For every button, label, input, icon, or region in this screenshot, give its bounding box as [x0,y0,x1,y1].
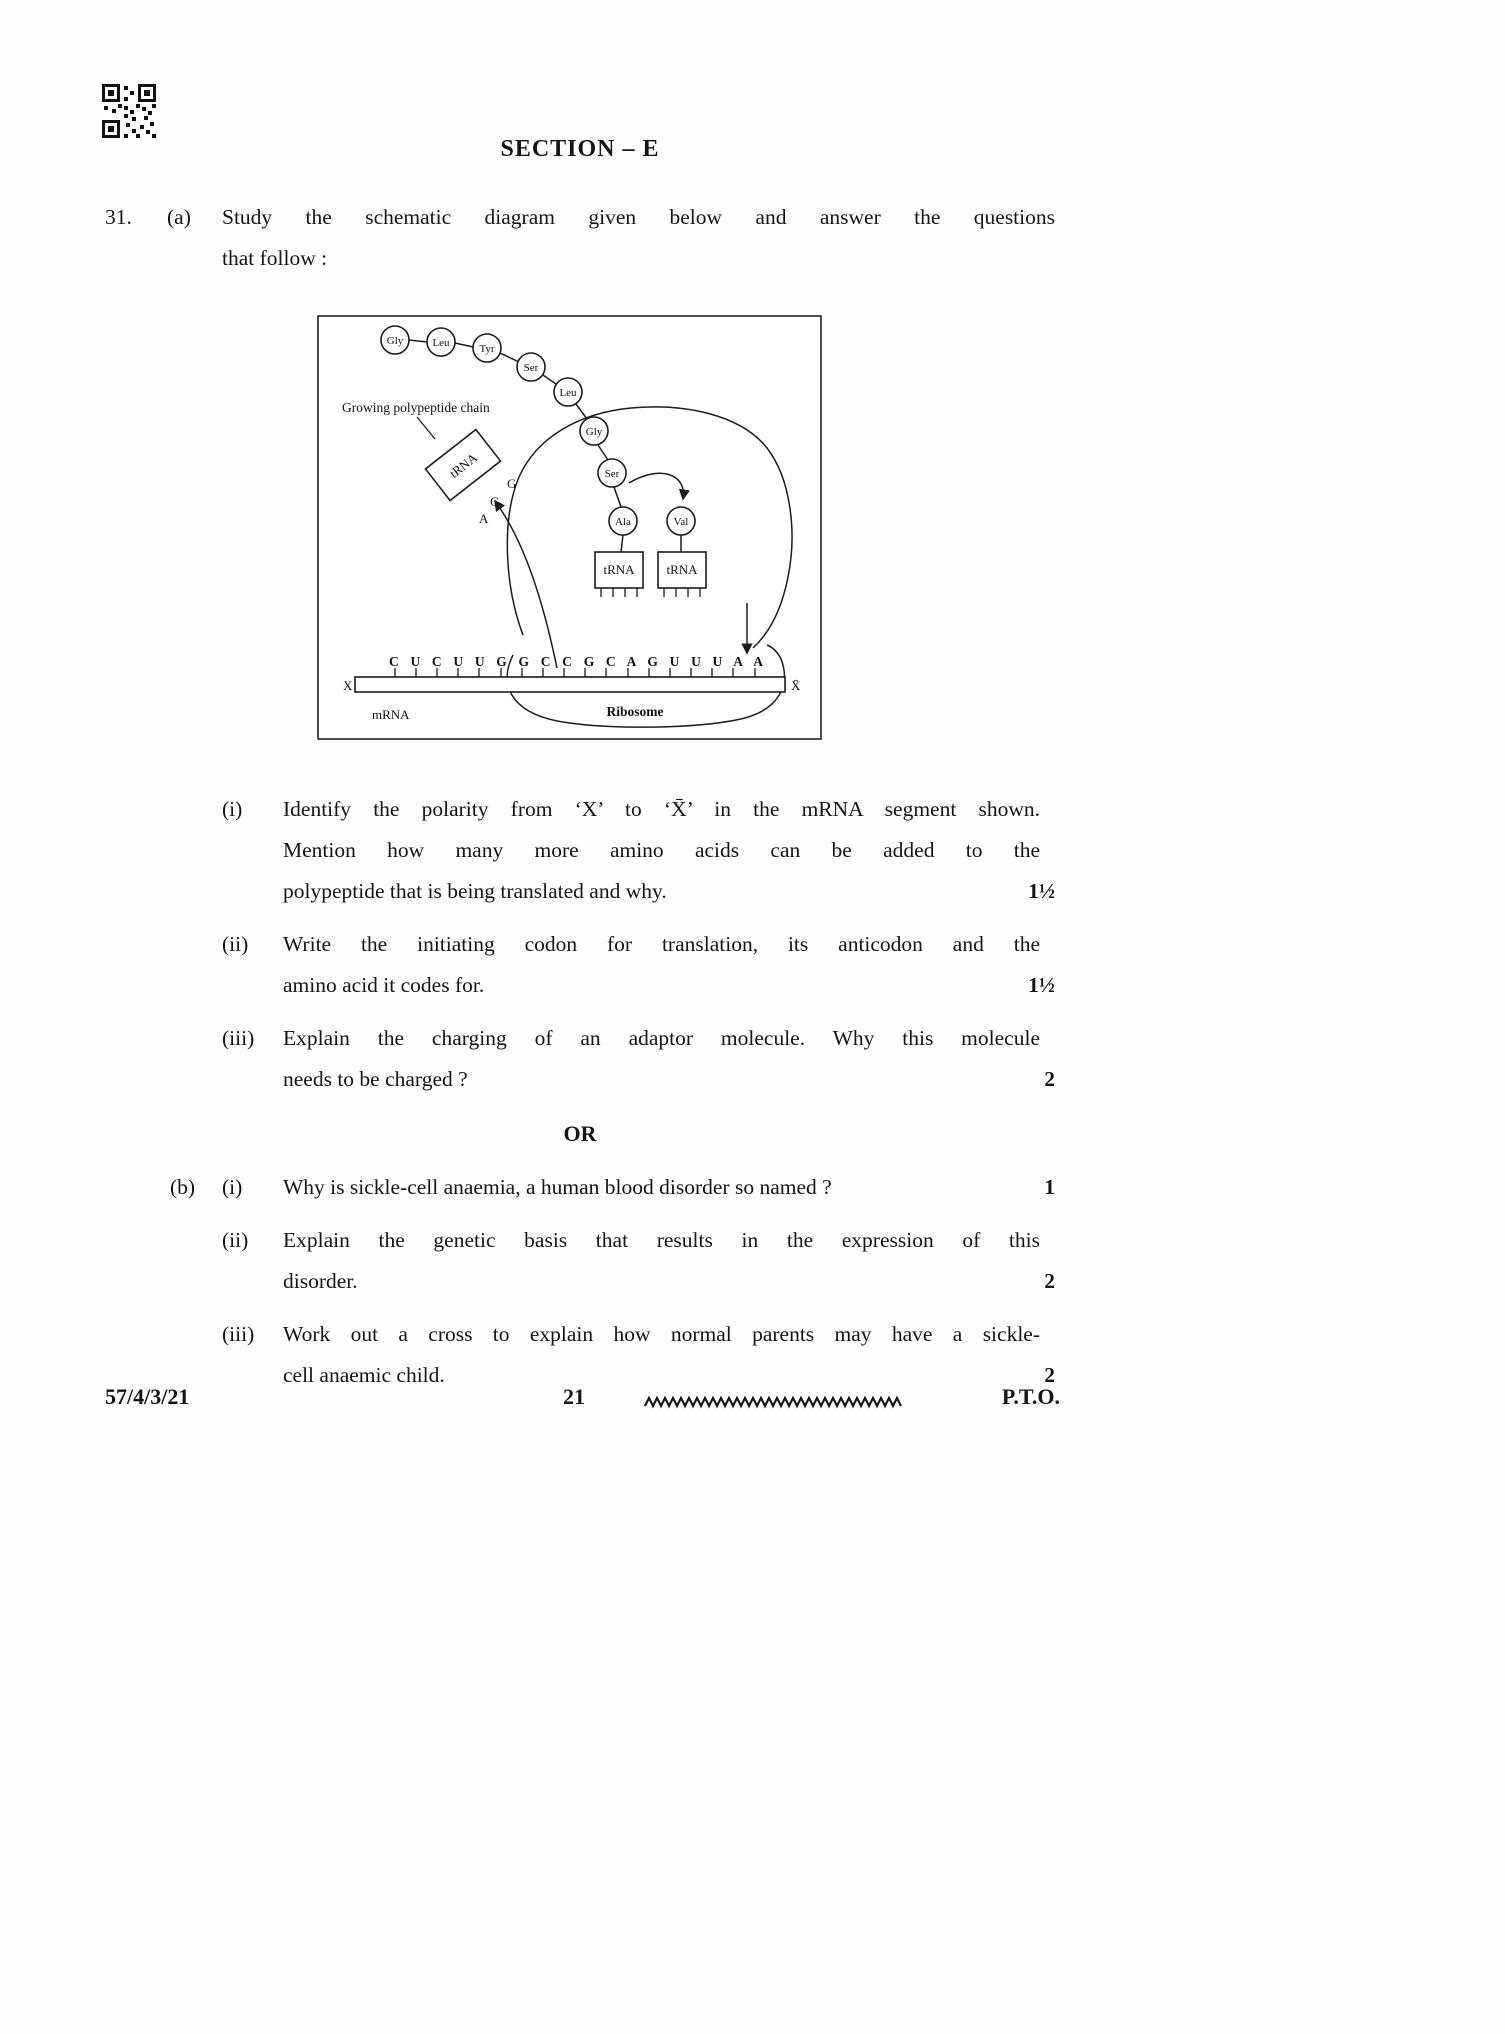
subquestion-text [283,1018,1040,1100]
amino-acid-label: Gly [386,335,404,347]
amino-acid-label: Leu [432,337,450,349]
part-a-label: (a) [167,205,191,229]
subquestion-text [283,924,1040,1006]
subquestion-a-i [222,789,1055,912]
trna-label: tRNA [446,449,481,481]
or-divider: OR [563,1121,597,1146]
marks-badge: 2 [1044,1067,1055,1091]
marks-badge: 1½ [1028,973,1055,997]
amino-acid-label: Ser [523,362,539,374]
page-footer [105,1384,1060,1418]
amino-acid-label: Leu [559,387,577,399]
question-31-row [105,197,1055,279]
subquestion-a-ii [222,924,1055,1006]
growing-chain-label: Growing polypeptide chain [342,400,490,415]
question-line: disorder. [283,1269,358,1293]
subquestion-number: (iii) [222,1026,255,1050]
question-line: needs to be charged ? [283,1067,468,1091]
amino-acid-node [580,417,608,445]
subquestion-text [283,1220,1040,1302]
trna-label: tRNA [603,562,635,577]
marks-badge: 2 [1044,1363,1055,1387]
amino-acid-label: Ser [604,468,620,480]
marks-badge: 2 [1044,1269,1055,1293]
mrna-sequence: C U C U U G G C C G C A G U U U A A [389,654,763,669]
question-line: Explain the charging of an adaptor molecule. Why this molecule [283,1026,1040,1050]
subquestion-number: (i) [222,1175,243,1199]
subquestion-b-ii [222,1220,1055,1302]
amino-acid-node [381,326,409,354]
amino-acid-node [598,459,626,487]
question-number: 31. [105,205,132,229]
subquestion-number: (i) [222,797,243,821]
paper-code: 57/4/3/21 [105,1384,190,1409]
pto-label: P.T.O. [1001,1384,1060,1409]
amino-acid-label: Ala [615,516,631,528]
question-line: Identify the polarity from ‘X’ to ‘X̄’ in the mRNA segment shown. [283,797,1040,821]
amino-acid-label: Gly [585,426,603,438]
amino-acid-node [554,378,582,406]
marks-badge: 1½ [1028,879,1055,903]
subquestion-b-i [222,1167,1055,1208]
anticodon-letter: G [490,494,500,509]
amino-acid-node [473,334,501,362]
page-content [105,0,1055,1408]
question-line: Explain the genetic basis that results in the expression of this [283,1228,1040,1252]
mrna-x-left-label: X [343,678,353,693]
page-number: 21 [563,1384,585,1409]
subquestion-number: (iii) [222,1322,255,1346]
ribosome-label: Ribosome [606,704,664,719]
mrna-x-right-label: X̄ [791,678,801,693]
intro-line: Study the schematic diagram given below and answer the questions [222,205,1055,229]
question-line: amino acid it codes for. [283,973,485,997]
mrna-label: mRNA [372,707,410,722]
anticodon-letter: A [479,511,489,526]
question-line: polypeptide that is being translated and why. [283,879,667,903]
trna-label: tRNA [666,562,698,577]
marks-badge: 1 [1044,1175,1055,1199]
question-line: Work out a cross to explain how normal parents may have a sickle- [283,1322,1040,1346]
question-line: Why is sickle-cell anaemia, a human blood disorder so named ? [283,1175,832,1199]
amino-acid-label: Tyr [479,343,495,355]
subquestion-text [283,789,1040,912]
amino-acid-node [517,353,545,381]
part-b-subquestions [222,1167,1055,1396]
question-line: cell anaemic child. [283,1363,445,1387]
amino-acid-node [427,328,455,356]
part-b [105,1167,1055,1396]
question-line: Mention how many more amino acids can be added to the [283,838,1040,862]
question-line: Write the initiating codon for translation, its anticodon and the [283,932,1040,956]
translation-diagram [317,315,822,745]
section-title: SECTION – E [500,136,660,162]
amino-acid-node [609,507,637,535]
subquestion-a-iii [222,1018,1055,1100]
amino-acid-label: Val [673,516,689,528]
part-a-intro [222,197,1055,279]
subquestion-number: (ii) [222,932,249,956]
part-b-label: (b) [170,1175,196,1199]
subquestion-text [283,1167,1040,1208]
amino-acid-node [667,507,695,535]
part-a-subquestions [222,789,1055,1100]
translation-diagram-svg [317,315,822,740]
subquestion-number: (ii) [222,1228,249,1252]
intro-line: that follow : [222,246,328,270]
anticodon-letter: G [507,476,517,491]
squiggle-divider [642,1391,922,1417]
